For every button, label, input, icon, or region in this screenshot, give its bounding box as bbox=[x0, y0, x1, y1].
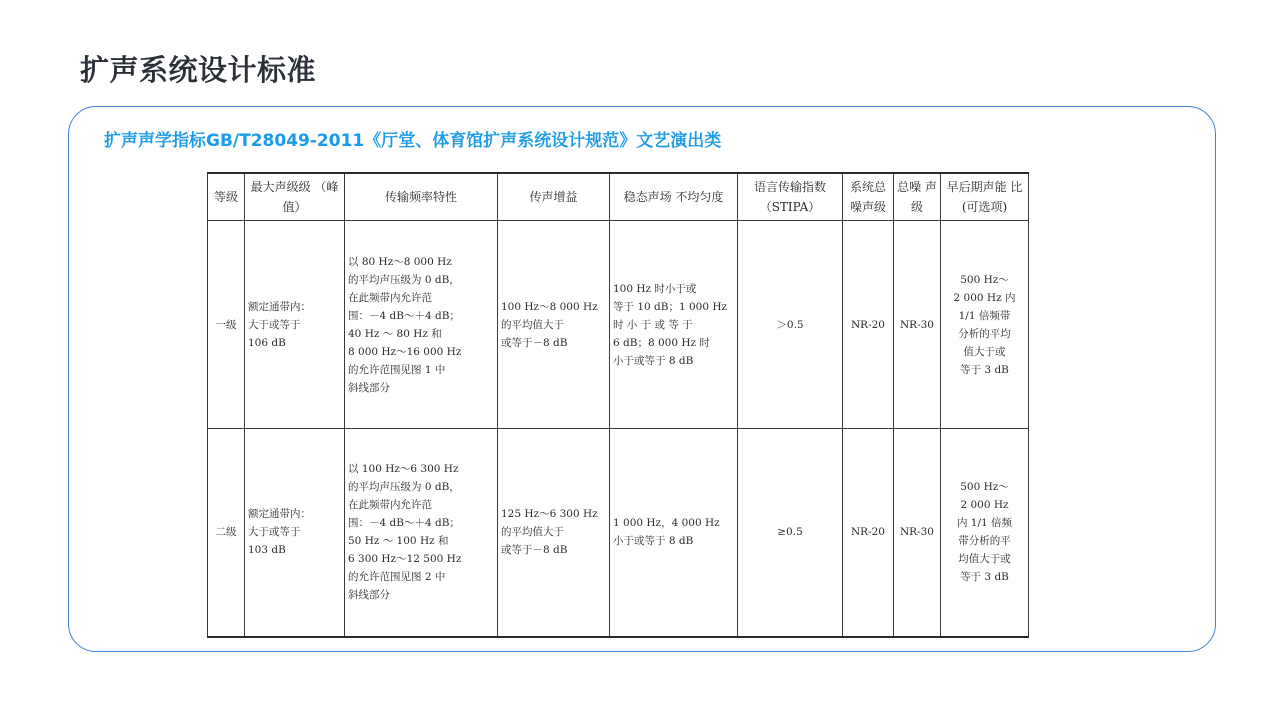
header-max-level: 最大声级级 （峰值） bbox=[245, 173, 345, 221]
cell-ratio: 500 Hz～ 2 000 Hz 内 1/1 倍频带 分析的平均 值大于或 等于 3 dB bbox=[941, 221, 1029, 429]
cell-frequency: 以 100 Hz～6 300 Hz 的平均声压级为 0 dB， 在此频带内允许范 围：－4 dB～＋4 dB； 50 Hz ～ 100 Hz 和 6 300 Hz～12 500 Hz 的允许范围见图 2 中 斜线部分 bbox=[345, 429, 498, 637]
header-grade: 等级 bbox=[208, 173, 245, 221]
cell-max-level: 额定通带内： 大于或等于 106 dB bbox=[245, 221, 345, 429]
cell-total-noise: NR-30 bbox=[894, 429, 941, 637]
cell-stipa: ＞0.5 bbox=[738, 221, 843, 429]
cell-grade: 二级 bbox=[208, 429, 245, 637]
cell-max-level: 额定通带内： 大于或等于 103 dB bbox=[245, 429, 345, 637]
cell-gain: 100 Hz～8 000 Hz 的平均值大于 或等于－8 dB bbox=[498, 221, 610, 429]
table-row bbox=[208, 429, 1029, 637]
design-standard-table bbox=[207, 172, 1029, 638]
cell-system-noise: NR-20 bbox=[843, 429, 894, 637]
header-ratio: 早后期声能 比(可选项) bbox=[941, 173, 1029, 221]
header-system-noise: 系统总 噪声级 bbox=[843, 173, 894, 221]
cell-frequency: 以 80 Hz～8 000 Hz 的平均声压级为 0 dB， 在此频带内允许范 围：－4 dB～＋4 dB； 40 Hz ～ 80 Hz 和 8 000 Hz～16 000 Hz 的允许范围见图 1 中 斜线部分 bbox=[345, 221, 498, 429]
cell-stipa: ≥0.5 bbox=[738, 429, 843, 637]
cell-uniformity: 100 Hz 时小于或 等于 10 dB；1 000 Hz 时 小 于 或 等 于 6 dB；8 000 Hz 时 小于或等于 8 dB bbox=[610, 221, 738, 429]
header-frequency: 传输频率特性 bbox=[345, 173, 498, 221]
header-total-noise: 总噪 声级 bbox=[894, 173, 941, 221]
header-uniformity: 稳态声场 不均匀度 bbox=[610, 173, 738, 221]
cell-uniformity: 1 000 Hz，4 000 Hz 小于或等于 8 dB bbox=[610, 429, 738, 637]
cell-grade: 一级 bbox=[208, 221, 245, 429]
cell-total-noise: NR-30 bbox=[894, 221, 941, 429]
page-title: 扩声系统设计标准 bbox=[80, 53, 317, 87]
cell-system-noise: NR-20 bbox=[843, 221, 894, 429]
cell-ratio: 500 Hz～ 2 000 Hz 内 1/1 倍频 带分析的平 均值大于或 等于 3 dB bbox=[941, 429, 1029, 637]
table-row bbox=[208, 221, 1029, 429]
table-header-row bbox=[208, 173, 1029, 221]
header-gain: 传声增益 bbox=[498, 173, 610, 221]
header-stipa: 语言传输指数 （STIPA） bbox=[738, 173, 843, 221]
section-subtitle: 扩声声学指标GB/T28049-2011《厅堂、体育馆扩声系统设计规范》文艺演出类 bbox=[104, 131, 722, 151]
cell-gain: 125 Hz～6 300 Hz 的平均值大于 或等于－8 dB bbox=[498, 429, 610, 637]
